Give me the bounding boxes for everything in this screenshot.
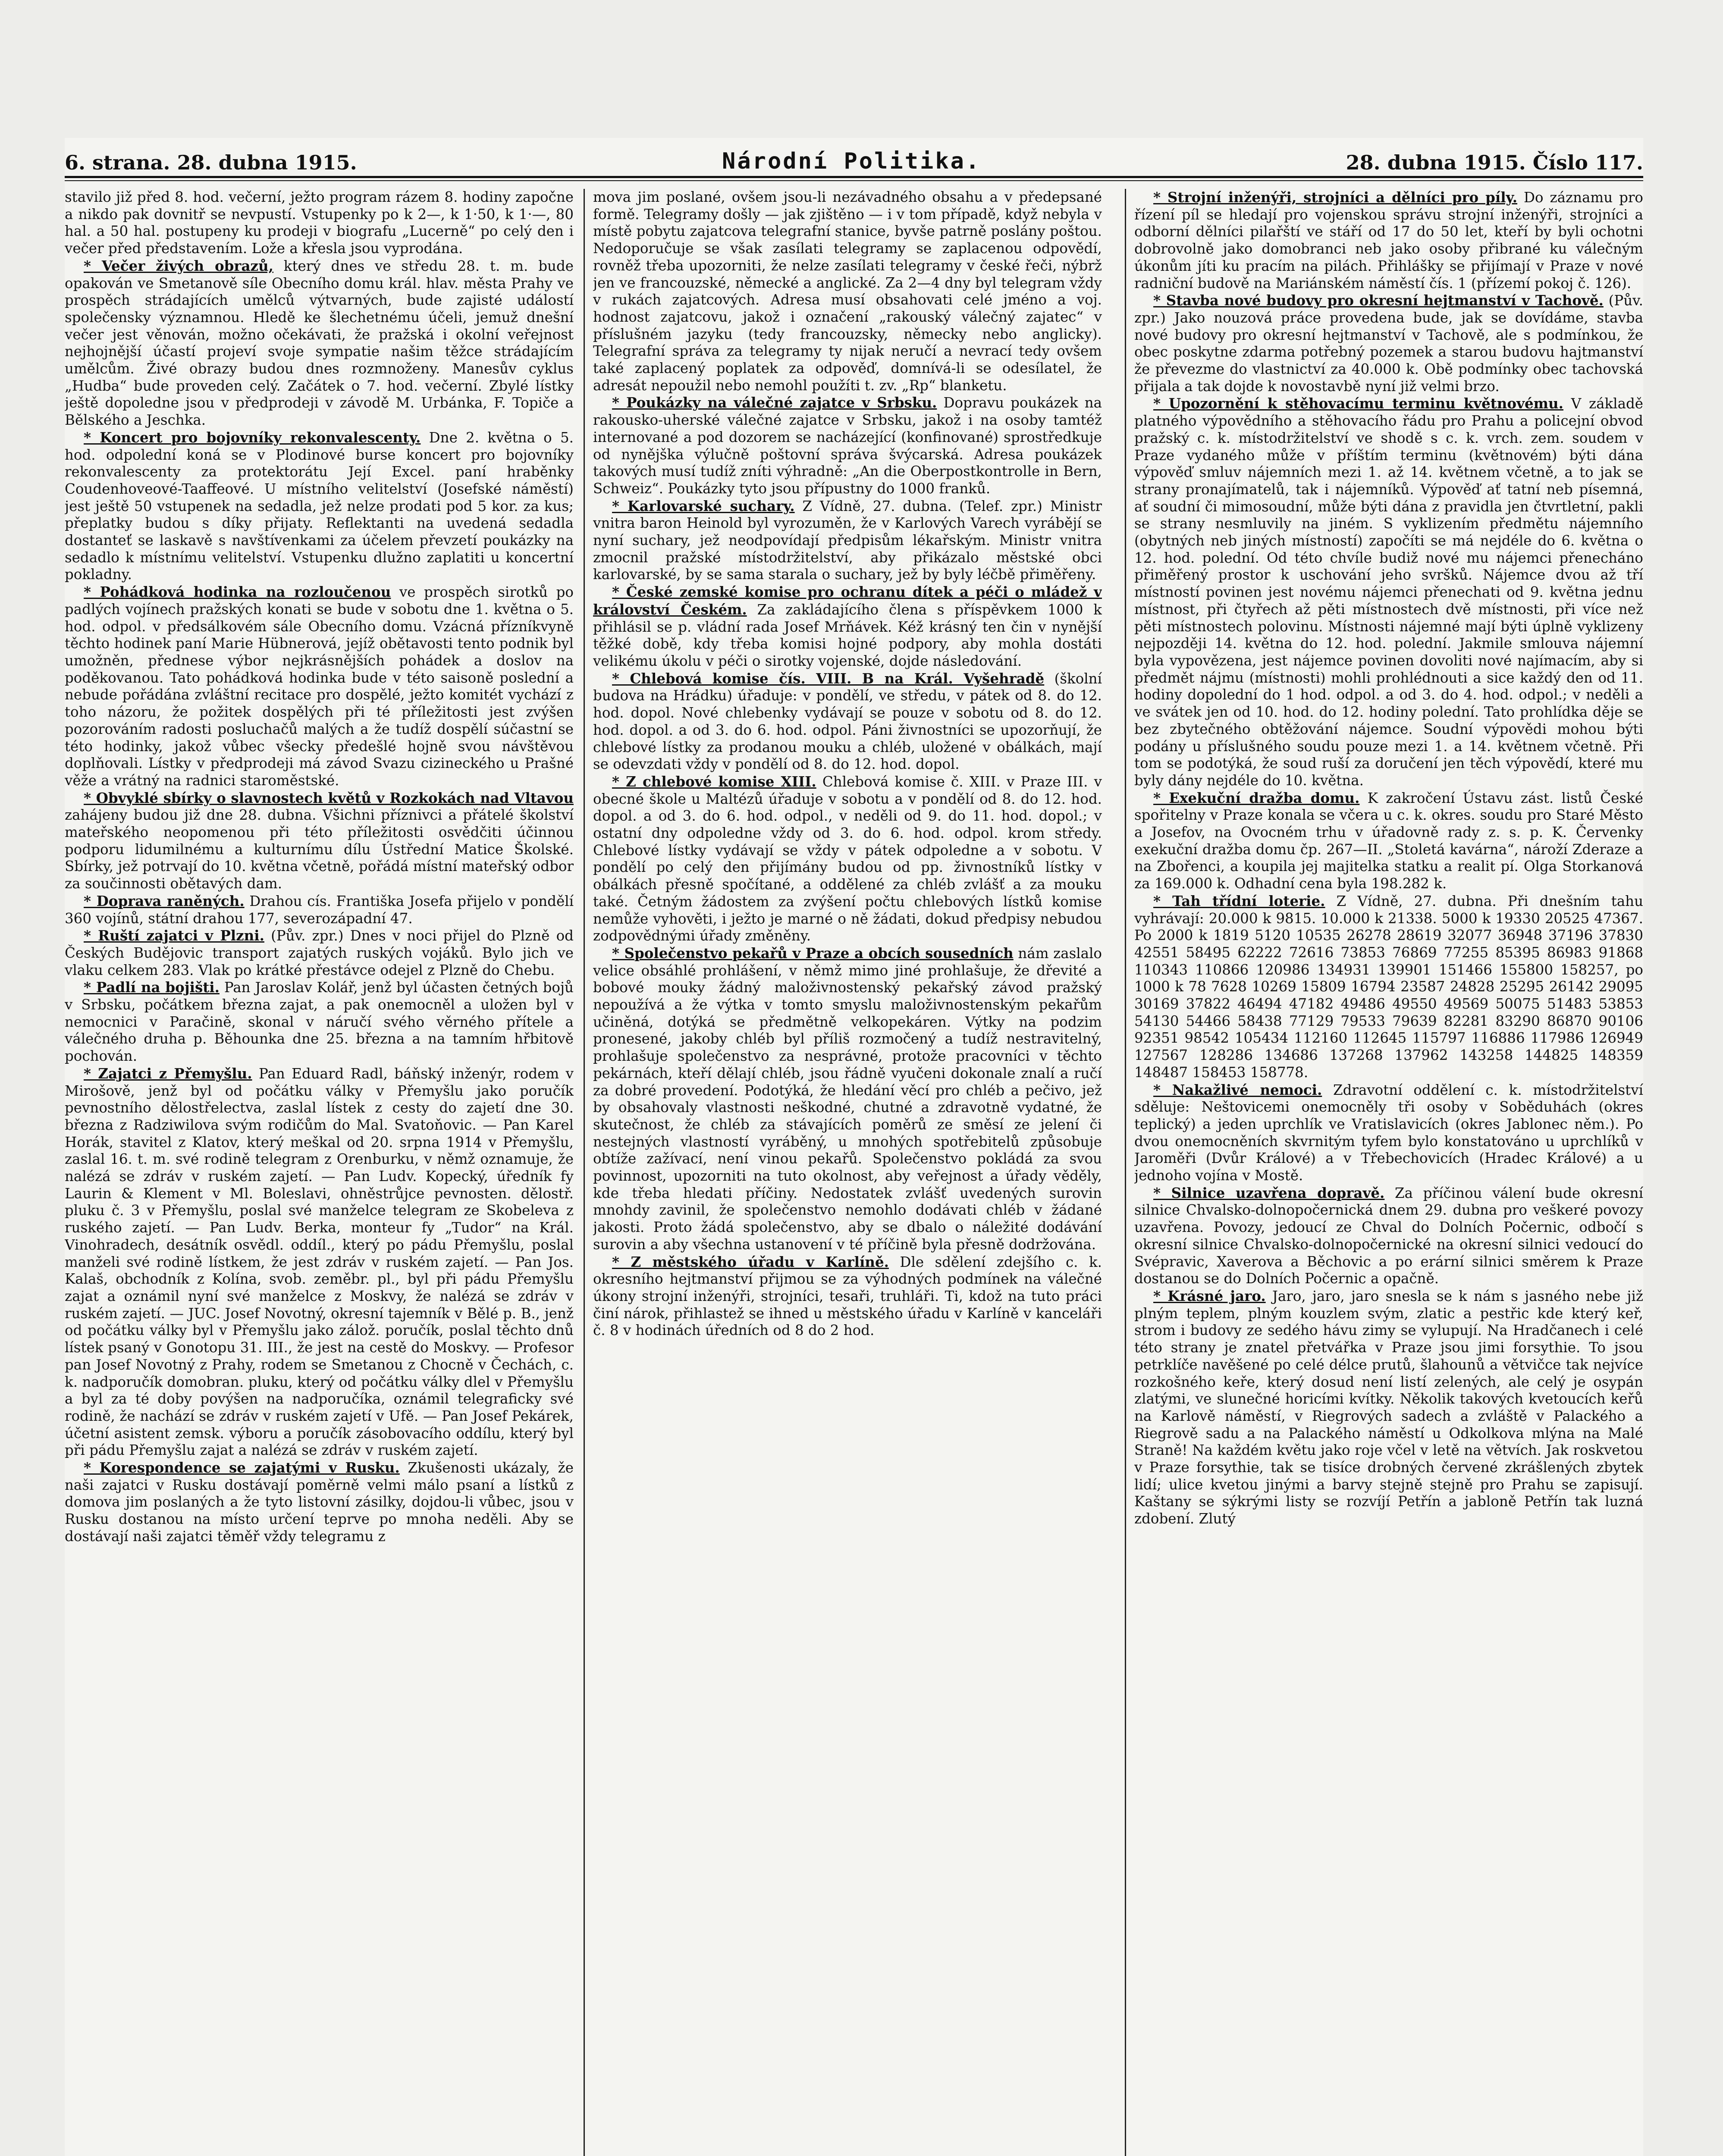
article-text: Za zakládajícího člena s příspěvkem 1000 k přihlásil se p. vládní rada Josef Mrňávek. Kéž krásný ten čin v nynější těžké době, kdy třeba komisi hojné podpory, aby mohla dostáti velikému úkolu v péči o sirotky vojenské, dojde následování. (593, 601, 1102, 669)
masthead-rule (65, 176, 1643, 181)
article-heading: * Karlovarské suchary. (612, 497, 795, 514)
article-paragraph (1134, 395, 1643, 789)
article-paragraph (1134, 292, 1643, 395)
article-paragraph (65, 1065, 574, 1459)
column-2 (593, 189, 1102, 2156)
article-paragraph (1134, 1081, 1643, 1185)
article-heading: * Stavba nové budovy pro okresní hejtmanství v Tachově. (1153, 292, 1604, 309)
article-text: Dle sdělení zdejšího c. k. okresního hejtmanství přijmou se za výhodných podmínek na válečné úkony strojní inženýři, strojníci, tesaři, truhláři. Ti, kdož na tuto práci činí nárok, přihlastež se ihned u městského úřadu v Karlíně v kanceláři č. 8 v hodinách úředních od 8 do 2 hod. (593, 1253, 1102, 1339)
article-text: Z Vídně, 27. dubna. Při dnešním tahu vyhrávají: 20.000 k 9815. 10.000 k 21338. 5000 k 19330 20525 47367. Po 2000 k 1819 5120 10535 26278 28619 32077 36948 37196 37830 42551 58495 62222 72616 73853 76869 77255 85395 86983 91868 110343 110866 120986 134931 139901 151466 155800 158257, po 1000 k 78 7628 10269 15809 16794 23587 24828 25295 26142 29095 30169 37822 46494 47182 49486 49550 49569 50075 51483 53853 54130 54466 58438 77129 79533 79639 82281 83290 86870 90106 92351 98542 105434 112160 112645 115797 116886 117986 126949 127567 128286 134686 137268 137962 143258 144825 148359 148487 158453 158778. (1134, 893, 1643, 1081)
article-text: Dopravu poukázek na rakousko-uherské válečné zajatce v Srbsku, jakož i na osoby tamtéž internované a pod dozorem se nacházející (konfinované) sprostředkuje od nynějška výlučně poštovní správa švýcarská. Adresa poukázek takových musí tudíž zníti výhradně: „An die Oberpostkontrolle in Bern, Schweiz“. Poukázky tyto jsou přípustny do 1000 franků. (593, 395, 1102, 497)
article-text: stavilo již před 8. hod. večerní, ježto program rázem 8. hodiny započne a nikdo pak dovnitř se nevpustí. Vstupenky po k 2—, k 1·50, k 1·—, 80 hal. a 50 hal. postupeny ku prodeji v biografu „Lucerně“ po celý den i večer před představením. Lože a křesla jsou vyprodána. (65, 189, 574, 257)
article-heading: * Chlebová komise čís. VIII. B na Král. Vyšehradě (612, 670, 1045, 687)
column-3 (1134, 189, 1643, 2156)
article-paragraph (593, 394, 1102, 497)
article-paragraph (1134, 189, 1643, 292)
article-paragraph (593, 498, 1102, 584)
article-text: (Pův. zpr.) Jako nouzová práce provedena bude, jak se dovídáme, stavba nové budovy pro okresní hejtmanství v Tachově, ale s podmínkou, že obec poskytne zdarma potřebný pozemek a starou budovu hajtmanství že převezme do vlastnictví za 40.000 k. Obě podmínky obec tachovská přijala a tak dojde k novostavbě nyní již velmi brzo. (1134, 292, 1643, 395)
article-heading: * Exekuční dražba domu. (1153, 789, 1360, 806)
article-heading: * Silnice uzavřena dopravě. (1153, 1184, 1385, 1201)
article-paragraph (65, 979, 574, 1065)
article-heading: * Ruští zajatci v Plzni. (84, 927, 264, 944)
article-text: Chlebová komise č. XIII. v Praze III. v obecné škole u Maltézů úřaduje v sobotu a v pondělí od 8. do 12. hod. dopol. a od 3. do 6. hod. odpol., v neděli od 9. do 11. hod. dopol.; v ostatní dny odpoledne vždy od 3. do 6. hod. odpol. krom středy. Chlebové lístky vydávají se vždy v pátek odpoledne a v sobotu. V pondělí po celý den přijímány budou od pp. živnostníků lístky v obálkách přesně spočítané, a oddělené za chléb zvlášť a za mouku také. Četným žádostem za zvýšení počtu chlebových lístků komise nemůže vyhověti, i ježto je marné o ně žádati, dokud předpisy nebudou zodpovědnými úřady změněny. (593, 773, 1102, 944)
article-text: Zdravotní oddělení c. k. místodržitelství sděluje: Neštovicemi onemocněly tři osoby v Soběduhách (okres teplický) a jeden uprchlík ve Vratislavicích (okres Jablonec něm.). Po dvou onemocněních skvrnitým tyfem bylo konstatováno u uprchlíků v Jaroměři (Dvůr Králové) a v Třebechovicích (Hradec Králové) a u jednoho vojína v Mostě. (1134, 1081, 1643, 1184)
article-paragraph (593, 670, 1102, 773)
article-paragraph (593, 945, 1102, 1253)
article-paragraph (65, 429, 574, 583)
article-heading: * Nakažlivé nemoci. (1153, 1081, 1322, 1098)
article-heading: * Krásné jaro. (1153, 1288, 1266, 1304)
article-text: V základě platného výpovědního a stěhovacího řádu pro Prahu a policejní obvod pražský c. k. místodržitelství ve shodě s c. k. vrch. zem. soudem v Praze vydaného může v příštím terminu (květnovém) býti dána výpověď smluv nájemních mezi 1. až 14. květnem včetně, a to jak se strany pronajímatelů, tak i nájemníků. Výpověď ať tatní neb písemná, ať soudní či mimosoudní, může býti dána z pravidla jen čtvrtletní, pakli se strany nesmluvily na jiném. S vyklizením předmětu nájemního (obytných neb jiných místností) započíti se má nejdéle do 6. května o 12. hod. polední. Od této chvíle budiž nové mu nájemci přenecháno přiměřený prostor k uschování jeho svršků. Nájemce dvou až tří místností povinen jest novému nájemci přenechati od 9. května jednu místnost, při čtyřech až pěti místnostech dvě místnosti, při více než pěti místnostech polovinu. Místnosti nájemné mají býti úplně vyklizeny nejpozději 14. května do 12. hod. polední. Jakmile smlouva nájemní byla vypovězena, jest nájemce povinen dovoliti nové najímacím, aby si předmět nájmu (místnosti) mohli prohlédnouti a sice každý den od 11. hodiny dopolední do 1 hod. odpol. a od 3. do 4. hod. odpol.; v neděli a ve svátek jen od 10. hod. do 12. hodiny polední. Tato prohlídka děje se bez zbytečného obtěžování nájemce. Soudní výpovědi mohou býti podány u příslušného soudu pouze mezi 1. a 14. květnem včetně. Při tom se podotýká, že soud ruší za doručení jen těch výpovědí, které mu byly dány nejdéle do 10. května. (1134, 395, 1643, 789)
article-heading: * Z městského úřadu v Karlíně. (612, 1253, 889, 1270)
article-text: nám zaslalo velice obsáhlé prohlášení, v němž mimo jiné prohlašuje, že dřevité a bobové mouky žádný maloživnostenský pekařský závod pražský nepoužívá a že výtka v tomto smyslu maloživnostenským pekařům učiněná, dotýká se předmětně velkopekáren. Výtky na podzim pronesené, jakoby chléb byl příliš rozmočený a tudíž nestravitelný, prohlašuje společenstvo za nesprávné, protože pracovníci v těchto pekárnách, kteří dělají chléb, jsou řádně vyučeni dokonale znalí a ručí za dobré provedení. Podotýká, že hledání věcí pro chléb a pečivo, jež by obsahovaly vlastnosti neškodné, chutné a zdravotně vydatné, že skutečnost, že chléb za stávajících poměrů ze směsí ze jelení či nestejných vlastností vyráběný, u mnohých spotřebitelů způsobuje obtíže zažívací, není vinou pekařů. Společenstvo pokládá za svou povinnost, upozorniti na tuto okolnost, aby veřejnost a úřady věděly, kde třeba hledati příčiny. Nedostatek zvlášť uvedených surovin mnohdy zavinil, že společenstvo nemohlo dodávati chléb v žádané jakosti. Proto žádá společenstvo, aby se dbalo o náležité dodávání surovin a aby všechna ustanovení v té příčině byla přesně dodržována. (593, 945, 1102, 1253)
article-text: Pan Eduard Radl, báňský inženýr, rodem v Mirošově, jenž byl od počátku války v Přemyšlu jako poručík pevnostního dělostřelectva, zaslal lístek z cesty do zajetí dne 30. března z Radziwilova svým rodičům do Mal. Svatoňovic. — Pan Karel Horák, stavitel z Klatov, který meškal od 20. srpna 1914 v Přemyšlu, zaslal 16. t. m. své rodině telegram z Orenburku, v němž oznamuje, že nalézá se zdráv v ruském zajetí. — Pan Ludv. Kopecký, úředník fy Laurin & Klement v Ml. Boleslavi, ohněstrůjce pevnosten. dělostř. pluku č. 3 v Přemyšlu, poslal své manželce telegram ze Skobeleva z ruského zajetí. — Pan Ludv. Berka, monteur fy „Tudor“ na Král. Vinohradech, desátník osvědl. oddíl., který po pádu Přemyšlu, poslal manželi své rodině lístkem, že jest zdráv v ruském zajetí. — Pan Jos. Kalaš, obchodník z Kolína, svob. zeměbr. pl., byl při pádu Přemyšlu zajat a oznámil nyní své manželce z Moskvy, že nalézá se zdráv v ruském zajetí. — JUC. Josef Novotný, okresní tajemník v Bělé p. B., jenž od počátku války byl v Přemyšlu jako zálož. poručík, poslal těchto dnů lístek psaný v Gonotopu 31. III., že jest na cestě do Moskvy. — Profesor pan Josef Novotný z Prahy, rodem se Smetanou z Chocně v Čechách, c. k. nadporučík domobran. pluku, který od počátku války dlel v Přemyšlu a byl za té doby povýšen na nadporučíka, oznámil telegraficky své rodině, že nachází se zdráv v ruském zajetí v Ufě. — Pan Josef Pekárek, účetní asistent zemsk. výboru a poručík zásobovacího oddílu, který byl při pádu Přemyšlu zajat a nalézá se zdráv v ruském zajetí. (65, 1065, 574, 1459)
article-text: ve prospěch sirotků po padlých vojínech pražských konati se bude v sobotu dne 1. května o 5. hod. odpol. v předsálkovém sále Obecního domu. Vzácná přízníkvyně těchto hodinek paní Marie Hübnerová, jejíž obětavosti tento podnik byl umožněn, přednese výbor nejkrásnějších pohádek a doslov na poděkovanou. Tato pohádková hodinka bude v této saisoně poslední a nebude pořádána zvláštní recitace pro dospělé, ježto komitét vychází z toho názoru, že požitek dospělých při té příležitosti jest zvýšen pozorováním radosti posluchačů malých a že tudíž dospělí súčastní se této hodinky, jakož vůbec všecky předešlé hojně svou návštěvou doplňovali. Lístky v předprodeji má závod Svazu cizineckého u Prašné věže a vrátný na radnici staroměstské. (65, 584, 574, 789)
article-text: Jaro, jaro, jaro snesla se k nám s jasného nebe již plným teplem, plným kouzlem svým, zlatic a pestřic kde který keř, strom i budovy ze sedého hávu zimy se vylupují. Na Hradčanech i celé této strany je znatel přetvářka v Praze jsou jimi forsythie. To jsou petrklíče navěšené po celé délce prutů, šlahounů a větvičce tak nejvíce rozkošného keře, který dosud není listí zelených, ale celý je osypán zlatými, ve slunečné horicími kvítky. Několik takových kvetoucích keřů na Karlově náměstí, v Riegrových sadech a zvláště v Palackého a Riegrově sadu a na Palackého náměstí u Odkolkova mlýna na Malé Straně! Na každém květu jako roje včel v letě na větvích. Jak roskvetou v Praze forsythie, tak se tisíce drobných červené zkrášlených zbytek lidí; ulice kvetou jinými a barvy stejně stejně pro Prahu se zapisují. Kaštany se sýkrými listy se rozvíjí Petřín a jabloně Petřín tak luzná zdobení. Zlutý (1134, 1288, 1643, 1527)
page-number-date: 6. strana. 28. dubna 1915. (65, 151, 357, 174)
article-heading: * Tah třídní loterie. (1153, 892, 1325, 909)
article-text: Drahou cís. Františka Josefa přijelo v pondělí 360 vojínů, státní drahou 177, severozápadní 47. (65, 893, 574, 927)
article-heading: * Obvyklé sbírky o slavnostech květů v Rozkokách nad Vltavou (84, 789, 574, 806)
article-paragraph (593, 773, 1102, 945)
column-1 (65, 189, 574, 2156)
masthead (65, 138, 1643, 172)
article-paragraph (65, 257, 574, 429)
article-heading: * Korespondence se zajatými v Rusku. (84, 1459, 400, 1476)
article-heading: * Společenstvo pekařů v Praze a obcích sousedních (612, 944, 1014, 962)
article-text: Do záznamu pro řízení píl se hledají pro vojenskou správu strojní inženýři, strojníci a odborní dělníci pilařští ve stáří od 17 do 50 let, kteří by byli ochotni dobrovolně jako domobranci neb jako osoby přibrané ku válečným úkonům jíti ku pracím na pilách. Přihlášky se přijímají v Praze v nové radniční budově na Mariánském náměstí čís. 1 (přízemí pokoj č. 126). (1134, 189, 1643, 291)
article-text: Zkušenosti ukázaly, že naši zajatci v Rusku dostávají poměrně velmi málo psaní a lístků z domova jim poslaných a že tyto listovní zásilky, dojdou-li vůbec, jsou v Rusku dostanou na místo určení teprve po mnoha neděli. Aby se dostávají naši zajatci těměř vždy telegramu z (65, 1460, 574, 1545)
article-paragraph (65, 583, 574, 789)
article-text: Z Vídně, 27. dubna. (Telef. zpr.) Ministr vnitra baron Heinold byl vyrozuměn, že v Karlových Varech vyrábějí se nyní suchary, jež neodpovídají předpisům lékařským. Ministr vnitra zmocnil pražské místodržitelství, aby přikázalo městské obci karlovarské, by se sama starala o suchary, jež by byly léčbě přiměřeny. (593, 498, 1102, 583)
column-divider-2 (1125, 189, 1126, 2156)
issue-date-number: 28. dubna 1915. Číslo 117. (1346, 151, 1643, 174)
article-text: který dnes ve středu 28. t. m. bude opakován ve Smetanově síle Obecního domu král. hlav. města Prahy ve prospěch strádajících umělců výtvarných, bude zajisté událostí společensky významnou. Hledě ke šlechetnému účeli, jemuž dnešní večer jest věnován, možno očekávati, že pražská i okolní veřejnost nejhojnější účastí projeví svoje sympatie našim těžce strádajícím umělcům. Živé obrazy budou dnes rozmnoženy. Manesův cyklus „Hudba“ bude proveden celý. Začátek o 7. hod. večerní. Zbylé lístky ještě dopoledne jsou v předprodeji v závodě M. Urbánka, F. Topiče a Bělského a Jeschka. (65, 257, 574, 429)
article-heading: * Upozornění k stěhovacímu terminu květnovému. (1153, 395, 1563, 412)
article-paragraph (593, 583, 1102, 670)
article-paragraph (1134, 1288, 1643, 1528)
article-heading: * Z chlebové komise XIII. (612, 773, 816, 790)
newspaper-title: Národní Politika. (722, 148, 981, 174)
article-text: K zakročení Ústavu zást. listů České spořitelny v Praze konala se včera u c. k. okres. soudu pro Staré Město a Josefov, na Ovocném trhu v úřadovně rady z. s. p. K. Červenky exekuční dražba domu čp. 267—II. „Stoletá kavárna“, nároží Zderaze a na Zbořenci, a koupila jej majitelka statku a realit pí. Olga Storkanová za 169.000 k. Odhadní cena byla 198.282 k. (1134, 790, 1643, 892)
article-heading: * Doprava raněných. (84, 892, 245, 909)
article-heading: * Poukázky na válečné zajatce v Srbsku. (612, 394, 937, 411)
article-heading: * Zajatci z Přemyšlu. (84, 1065, 252, 1082)
article-paragraph (65, 927, 574, 979)
article-paragraph (593, 1253, 1102, 1340)
article-paragraph (65, 790, 574, 893)
column-divider-1 (584, 189, 585, 2156)
article-heading: * České zemské komise pro ochranu dítek a péči o mládež v království Českém. (593, 583, 1102, 618)
article-text: mova jim poslané, ovšem jsou-li nezávadného obsahu a v předepsané formě. Telegramy došly — jak zjištěno — i v tom případě, když nebyla v místě pobytu zajatcova telegrafní stanice, byvše patrně poslány poštou. Nedoporučuje se však zasílati telegramy se zaplacenou odpovědí, rovněž třeba upozorniti, že nelze zasílati telegramy v české řeči, nýbrž jen ve francouzské, německé a anglické. Za 2—4 dny byl telegram vždy v rukách zajatcových. Adresa musí obsahovati celé jméno a voj. hodnost zajatcovu, jakož i označení „rakouský válečný zajatec“ v příslušném jazyku (tedy francouzsky, německy nebo anglicky). Telegrafní správa za telegramy ty nijak neručí a nevrací tedy ovšem také zaplacený poplatek za odpověď, domnívá-li se odesílatel, že adresát nepoužil nebo nemohl použíti t. zv. „Rp“ blanketu. (593, 189, 1102, 394)
article-paragraph (1134, 790, 1643, 893)
article-text: (Pův. zpr.) Dnes v noci přijel do Plzně od Českých Budějovic transport zajatých ruských vojáků. Bylo jich ve vlaku celkem 283. Vlak po krátké přestávce odejel z Plzně do Chebu. (65, 928, 574, 978)
article-heading: * Koncert pro bojovníky rekonvalescenty. (84, 429, 421, 446)
article-text: Dne 2. května o 5. hod. odpolední koná se v Plodinové burse koncert pro bojovníky rekonvalescenty za protektorátu Její Excel. paní hraběnky Coudenhoveové-Taaffeové. U místního velitelství (Josefské náměstí) jest ještě 50 vstupenek na sedadla, jež nelze prodati pod 5 kor. za kus; přeplatky budou s díky přijaty. Reflektanti na uvedená sedadla dostanteť se laskavě s navštívenkami za účelem převzetí poukázky na sedadlo k místnímu velitelství. Vstupenku dlužno zaplatiti u koncertní pokladny. (65, 429, 574, 583)
article-text: zahájeny budou již dne 28. dubna. Všichni příznivci a přátelé školství mateřského neopomenou při této příležitosti osvědčiti účinnou podporu lidumilnému a kulturnímu dílu Ústřední Matice Školské. Sbírky, jež potrvají do 10. května včetně, pořádá místní mateřský odbor za součinnosti obětavých dam. (65, 807, 574, 892)
newspaper-page (65, 138, 1643, 2156)
article-text: Pan Jaroslav Kolář, jenž byl účasten četných bojů v Srbsku, počátkem března zajat, a pak onemocněl a uložen byl v nemocnici v Paračině, skonal v náručí svého věrného přítele a válečného druha p. Běhounka dne 25. března a na tamním hřbitově pochován. (65, 979, 574, 1065)
article-paragraph (65, 189, 574, 257)
article-heading: * Pohádková hodinka na rozloučenou (84, 583, 391, 601)
article-paragraph (1134, 1185, 1643, 1288)
article-heading: * Strojní inženýři, strojníci a dělníci pro píly. (1153, 189, 1518, 206)
article-paragraph (65, 893, 574, 927)
article-heading: * Padlí na bojišti. (84, 979, 220, 996)
article-text: (školní budova na Hrádku) úřaduje: v pondělí, ve středu, v pátek od 8. do 12. hod. dopol. Nové chlebenky vydávají se pouze v sobotu od 8. do 12. hod. dopol. a od 3. do 6. hod. odpol. Páni živnostníci se upozorňují, že chlebové lístky za prodanou mouku a chléb, uložené v obálkách, mají se odevzdati vždy v pondělí od 8. do 12. hod. dopol. (593, 670, 1102, 773)
article-heading: * Večer živých obrazů, (84, 257, 273, 274)
article-paragraph (1134, 893, 1643, 1081)
article-paragraph (65, 1459, 574, 1545)
article-paragraph (593, 189, 1102, 394)
article-text: Za příčinou válení bude okresní silnice Chvalsko-dolnopočernická dnem 29. dubna pro veškeré povozy uzavřena. Povozy, jedoucí ze Chval do Dolních Počernic, odbočí s okresní silnice Chvalsko-dolnopočernické na okresní silnici vedoucí do Svépravic, Xaverova a Běchovic a po erární silnici směrem k Praze dostanou se do Dolních Počernic a opačně. (1134, 1185, 1643, 1287)
